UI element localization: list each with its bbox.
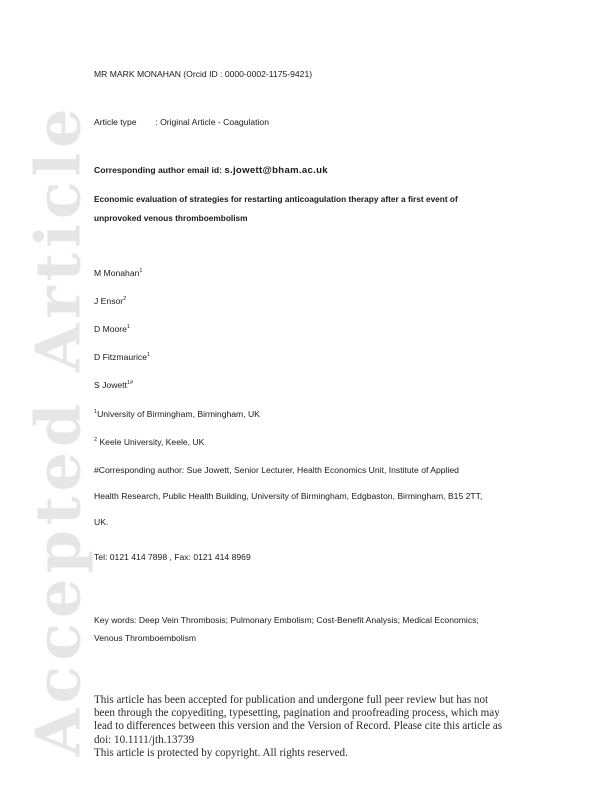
article-title-line-1: Economic evaluation of strategies for restarting anticoagulation therapy after a first event of [94,194,458,204]
author-affiliation-mark: 1 [139,268,143,275]
corresponding-email-line [94,165,328,176]
article-type-value: : Original Article - Coagulation [155,117,269,127]
affiliation-item [94,409,260,420]
author-item [94,352,150,363]
email-address: s.jowett@bham.ac.uk [224,165,328,176]
corresponding-author-line-2: Health Research, Public Health Building, University of Birmingham, Edgbaston, Birmingham, B15 2TT, [94,491,483,501]
notice-doi-line: doi: 10.1111/jth.13739 [94,733,195,746]
author-item [94,296,126,307]
author-item [94,380,133,391]
author-orcid-line: MR MARK MONAHAN (Orcid ID : 0000-0002-1175-9421) [94,69,313,79]
author-name: D Fitzmaurice [94,352,148,362]
notice-line: been through the copyediting, typesetting, pagination and proofreading process, which may [94,707,500,720]
article-type-label: Article type [94,117,137,127]
notice-line: lead to differences between this version and the Version of Record. Please cite this article as [94,720,503,733]
keywords-line-2: Venous Thromboembolism [94,633,197,643]
affiliation-item [94,437,204,448]
accepted-article-watermark: Accepted Article [21,103,95,757]
affiliation-mark: 1 [94,409,98,416]
author-name: D Moore [94,324,127,334]
email-label: Corresponding author email id: [94,165,222,175]
contact-numbers: Tel: 0121 414 7898 , Fax: 0121 414 8969 [94,552,251,562]
article-title-line-2: unprovoked venous thromboembolism [94,213,248,223]
author-affiliation-mark: 1 [147,352,151,359]
notice-line: This article has been accepted for publication and undergone full peer review but has not [94,694,489,706]
corresponding-author-line-1: #Corresponding author: Sue Jowett, Senior Lecturer, Health Economics Unit, Institute of Applied [94,465,459,475]
corresponding-author-line-3: UK. [94,517,109,527]
article-type-line [94,117,269,128]
author-name: S Jowett [94,380,127,390]
keywords-line-1: Key words: Deep Vein Thrombosis; Pulmonary Embolism; Cost-Benefit Analysis; Medical Economics; [94,615,479,625]
author-item [94,324,130,335]
author-affiliation-mark: 1# [126,380,134,387]
author-affiliation-mark: 1 [126,324,131,331]
copyright-line: This article is protected by copyright. All rights reserved. [94,746,348,759]
affiliation-mark: 2 [94,437,98,444]
affiliation-text: University of Birmingham, Birmingham, UK [97,409,260,419]
author-name: M Monahan [94,268,140,278]
author-item [94,268,142,279]
author-name: J Ensor [94,296,124,306]
author-affiliation-mark: 2 [123,296,127,303]
affiliation-text: Keele University, Keele, UK [97,437,205,447]
acceptance-notice [94,694,524,760]
